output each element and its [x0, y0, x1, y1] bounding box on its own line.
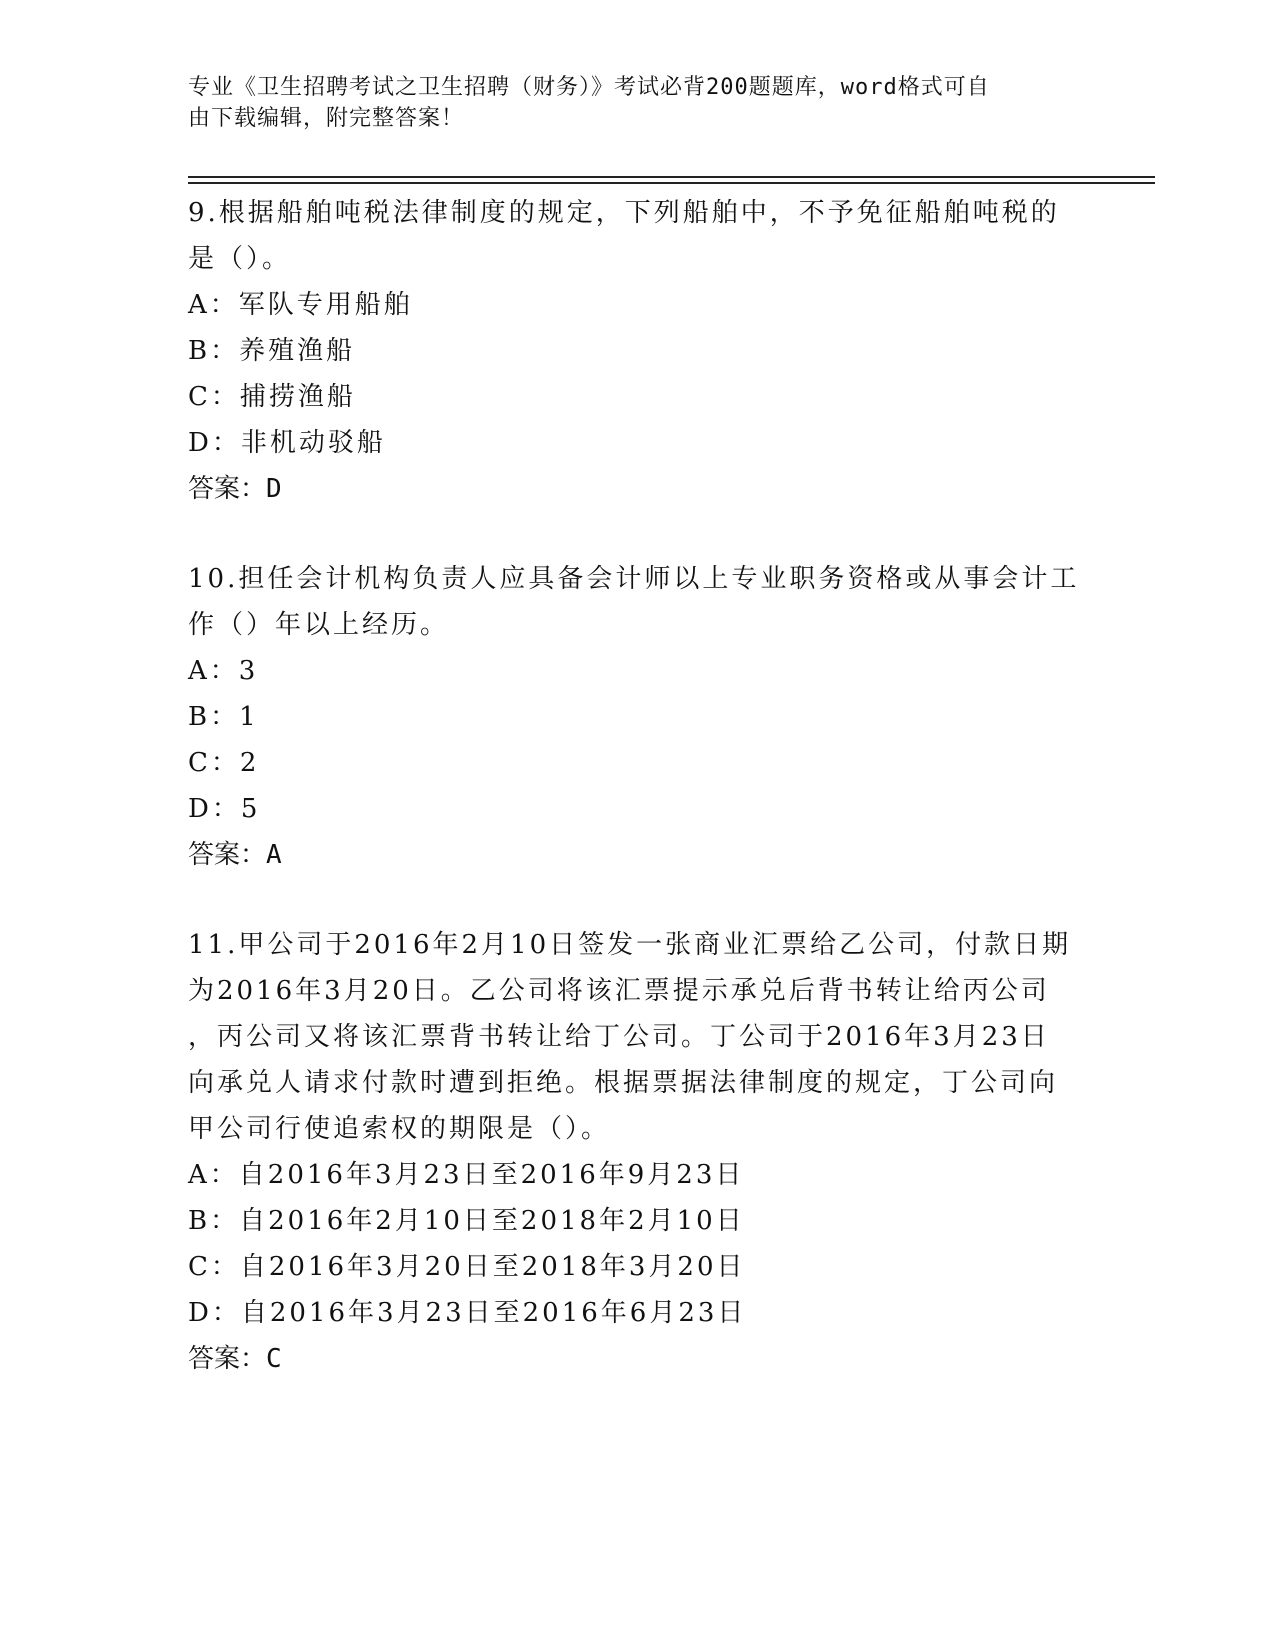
option-b: B：1: [188, 702, 259, 732]
header-line-2: 由下载编辑，附完整答案！: [188, 106, 465, 131]
option-b: B：养殖渔船: [188, 336, 356, 366]
answer-line: 答案：C: [188, 1344, 282, 1374]
option-a: A：3: [188, 656, 259, 686]
option-c: C：2: [188, 748, 260, 778]
question-spacer: [188, 878, 1088, 922]
option-b: B：自2016年2月10日至2018年2月10日: [188, 1206, 745, 1236]
option-d: D：5: [188, 794, 261, 824]
question-10: [188, 556, 1088, 878]
document-header: [188, 72, 1088, 134]
answer-line: 答案：A: [188, 840, 282, 870]
option-a: A：自2016年3月23日至2016年9月23日: [188, 1160, 745, 1190]
question-text-line: 11.甲公司于2016年2月10日签发一张商业汇票给乙公司，付款日期: [188, 930, 1072, 960]
question-text-line: ，丙公司又将该汇票背书转让给丁公司。丁公司于2016年3月23日: [188, 1022, 1050, 1052]
question-list: [188, 190, 1088, 1382]
question-text-line: 为2016年3月20日。乙公司将该汇票提示承兑后背书转让给丙公司: [188, 976, 1050, 1006]
question-text-line: 是（）。: [188, 244, 292, 274]
option-a: A：军队专用船舶: [188, 290, 413, 320]
header-divider-top: [188, 176, 1155, 178]
option-c: C：自2016年3月20日至2018年3月20日: [188, 1252, 746, 1282]
question-text-line: 10.担任会计机构负责人应具备会计师以上专业职务资格或从事会计工: [188, 564, 1080, 594]
question-text-line: 9.根据船舶吨税法律制度的规定，下列船舶中，不予免征船舶吨税的: [188, 198, 1060, 228]
question-9: [188, 190, 1088, 512]
question-text-line: 甲公司行使追索权的期限是（）。: [188, 1114, 611, 1144]
option-d: D：非机动驳船: [188, 428, 386, 458]
question-text-line: 作（）年以上经历。: [188, 610, 450, 640]
answer-line: 答案：D: [188, 474, 282, 504]
option-c: C：捕捞渔船: [188, 382, 356, 412]
header-line-1: 专业《卫生招聘考试之卫生招聘（财务）》考试必背200题题库，word格式可自: [188, 75, 990, 100]
question-11: [188, 922, 1088, 1382]
option-d: D：自2016年3月23日至2016年6月23日: [188, 1298, 747, 1328]
header-divider-bottom: [188, 182, 1155, 184]
question-spacer: [188, 512, 1088, 556]
question-text-line: 向承兑人请求付款时遭到拒绝。根据票据法律制度的规定，丁公司向: [188, 1068, 1059, 1098]
